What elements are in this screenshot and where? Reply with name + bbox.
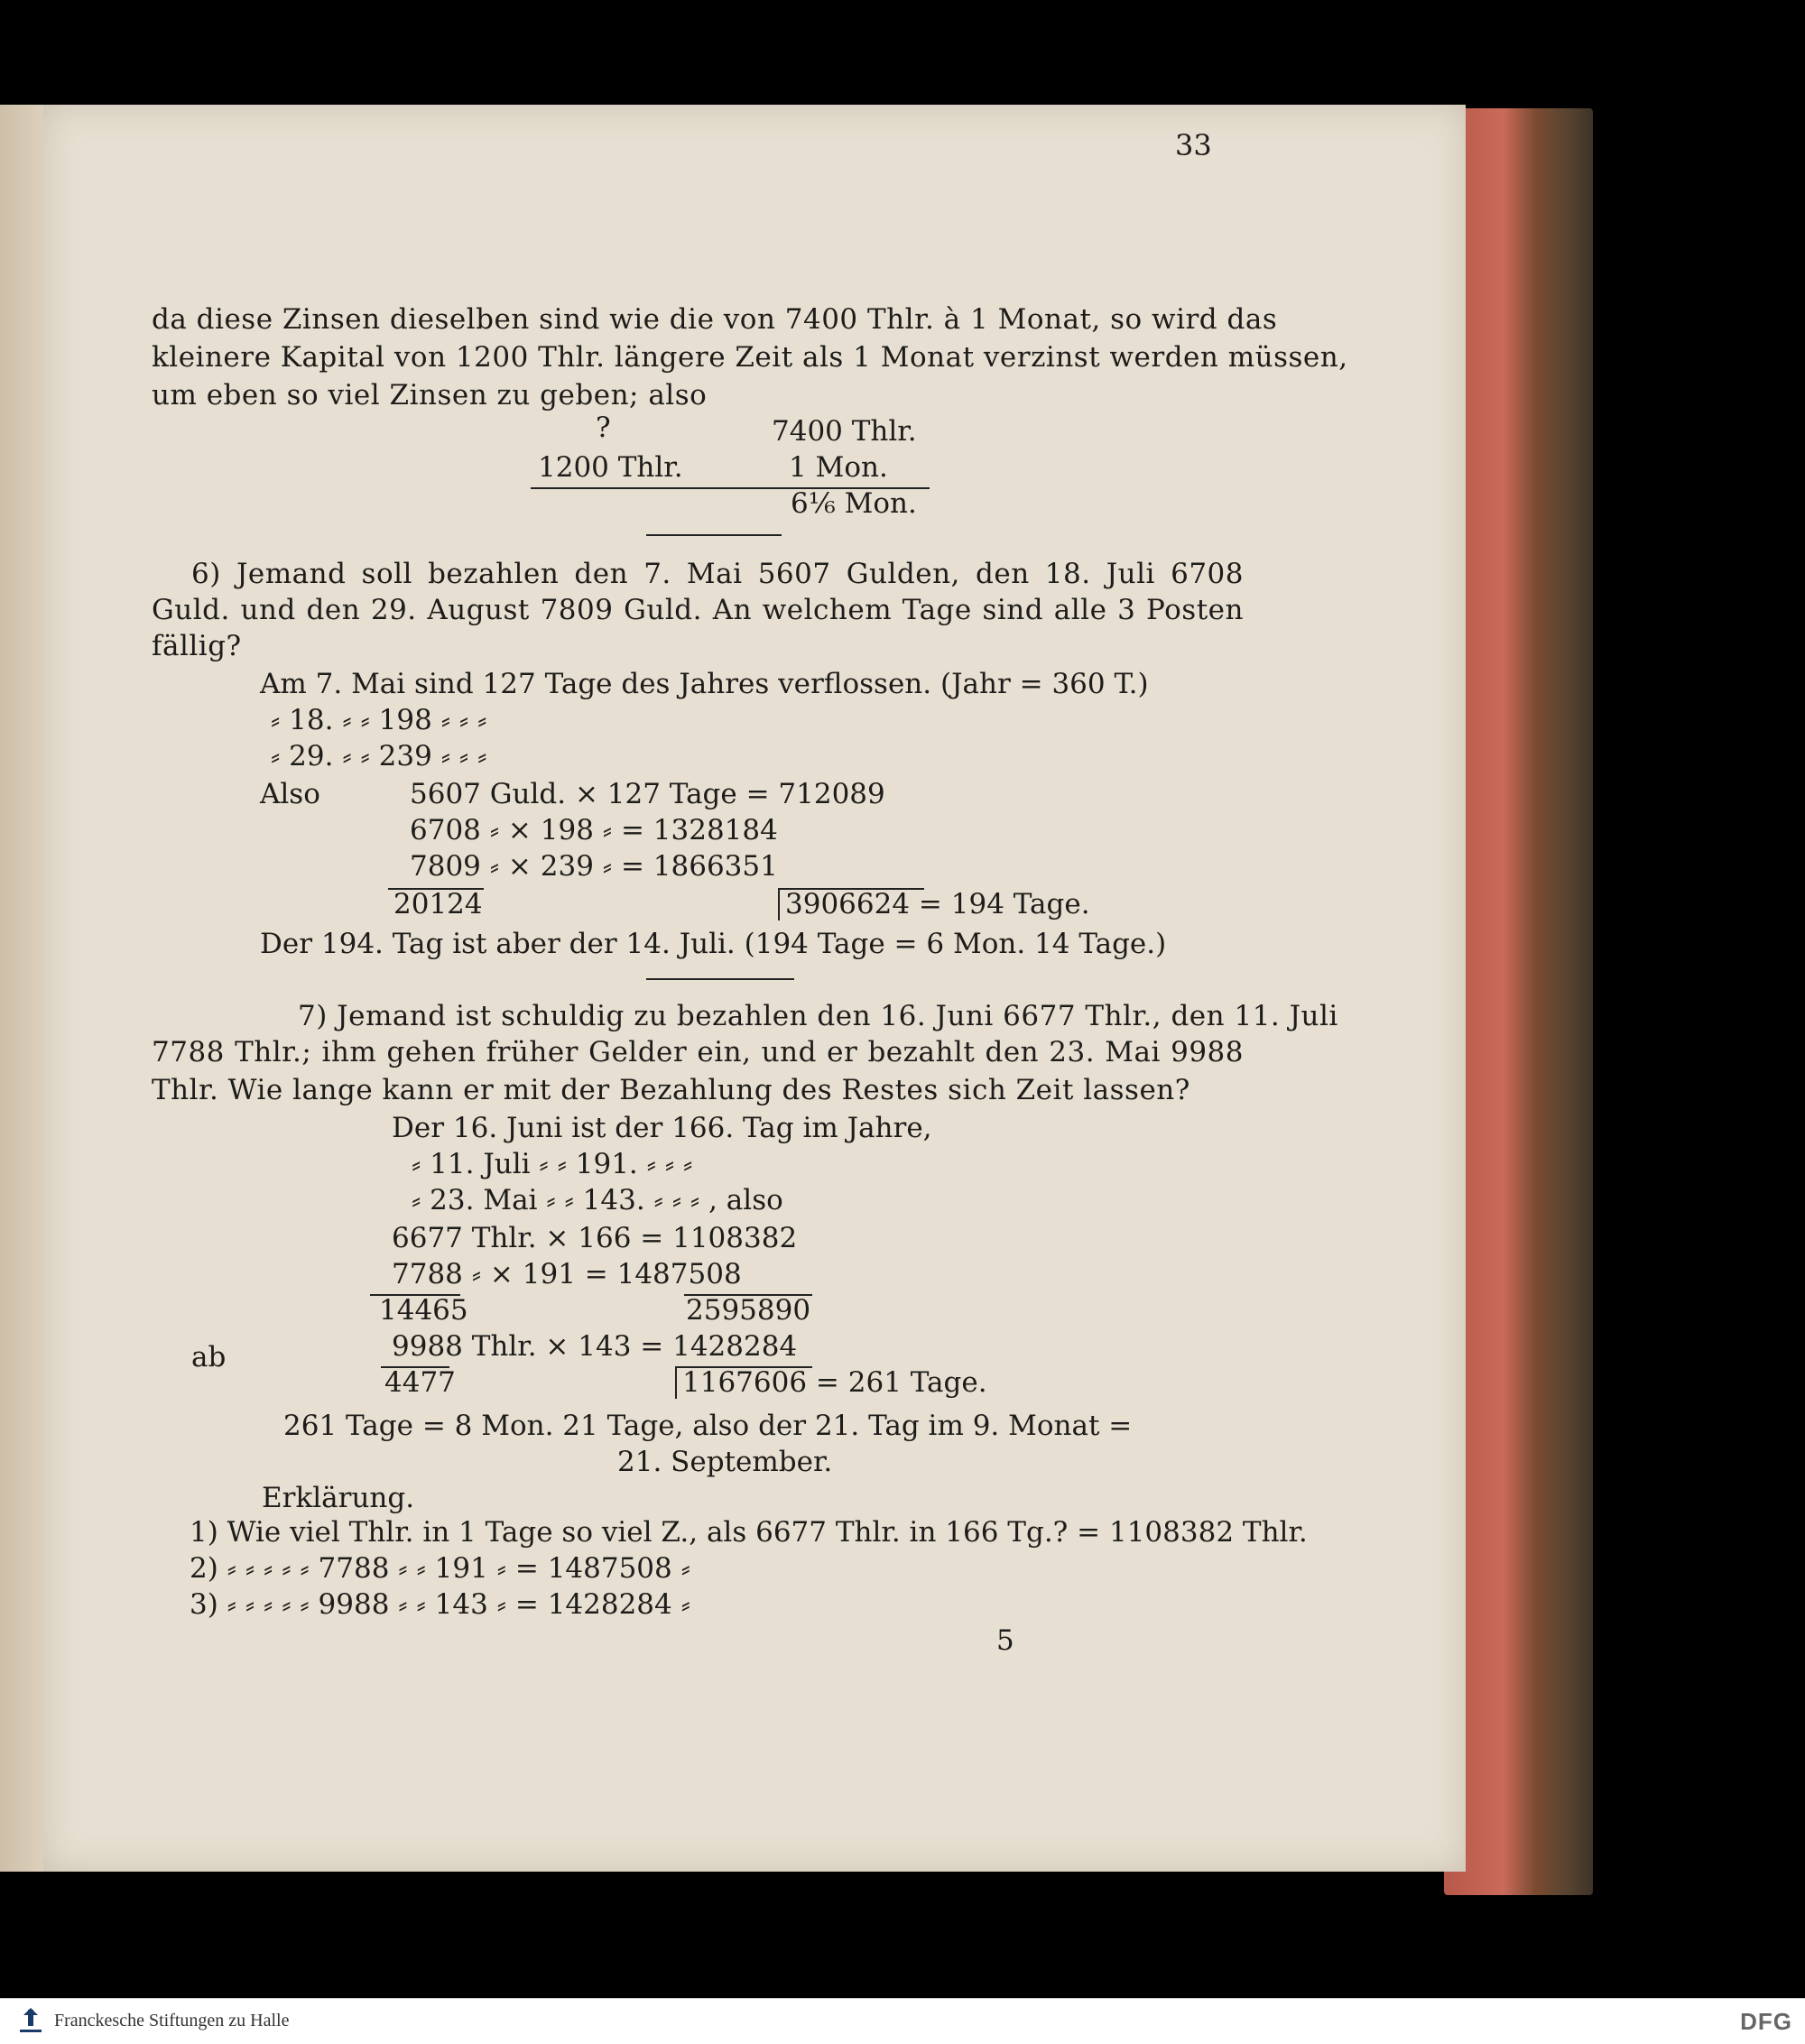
calc-row: 5607 Guld. × 127 Tage = 712089 (410, 778, 885, 810)
page-number: 33 (1175, 128, 1212, 162)
section-divider (646, 978, 794, 980)
calc-row: 7788 ⸗ × 191 = 1487508 (392, 1258, 742, 1290)
explanation-line: 1) Wie viel Thlr. in 1 Tage so viel Z., als 6677 Thlr. in 166 Tg.? = 1108382 Thlr. (190, 1516, 1308, 1549)
calc-sum: 14465 (379, 1294, 468, 1327)
explanation-line: 3) ⸗ ⸗ ⸗ ⸗ ⸗ 9988 ⸗ ⸗ 143 ⸗ = 1428284 ⸗ (190, 1588, 690, 1621)
section-divider (646, 534, 782, 536)
explanation-line: 2) ⸗ ⸗ ⸗ ⸗ ⸗ 7788 ⸗ ⸗ 191 ⸗ = 1487508 ⸗ (190, 1552, 690, 1585)
prop-capital-1: 7400 Thlr. (772, 415, 917, 448)
signature-mark: 5 (996, 1624, 1014, 1657)
days-line: ⸗ 11. Juli ⸗ ⸗ 191. ⸗ ⸗ ⸗ (412, 1148, 693, 1180)
calc-row: 6677 Thlr. × 166 = 1108382 (392, 1222, 798, 1254)
prop-month: 1 Mon. (789, 451, 888, 484)
calc-row: 9988 Thlr. × 143 = 1428284 (392, 1330, 798, 1363)
calc-row: 6708 ⸗ × 198 ⸗ = 1328184 (410, 814, 778, 846)
result-line: 261 Tage = 8 Mon. 21 Tage, also der 21. Tag im 9. Monat = (283, 1410, 1133, 1442)
also-label: Also (260, 778, 320, 810)
text-line: 7) Jemand ist schuldig zu bezahlen den 16. Juni 6677 Thlr., den 11. Juli (298, 1000, 1338, 1032)
calc-sum: 2595890 (686, 1294, 811, 1327)
days-line: Am 7. Mai sind 127 Tage des Jahres verflossen. (Jahr = 360 T.) (260, 668, 1149, 700)
text-line: Guld. und den 29. August 7809 Guld. An welchem Tage sind alle 3 Posten (152, 594, 1244, 626)
text-line: da diese Zinsen dieselben sind wie die von 7400 Thlr. à 1 Monat, so wird das (152, 303, 1278, 336)
calc-sum: 20124 (393, 888, 483, 920)
calc-diff-result: 1167606 = 261 Tage. (675, 1366, 987, 1399)
institution-name: Franckesche Stiftungen zu Halle (54, 2011, 290, 2030)
explanation-heading: Erklärung. (262, 1482, 415, 1514)
prop-capital-2: 1200 Thlr. (538, 451, 683, 484)
text-line: 7788 Thlr.; ihm gehen früher Gelder ein, und er bezahlt den 23. Mai 9988 (152, 1036, 1244, 1068)
days-line: ⸗ 18. ⸗ ⸗ 198 ⸗ ⸗ ⸗ (271, 704, 487, 736)
days-line: ⸗ 29. ⸗ ⸗ 239 ⸗ ⸗ ⸗ (271, 740, 487, 772)
calc-total: 3906624 = 194 Tage. (778, 888, 1090, 920)
footer-bar (0, 1998, 1805, 2044)
ab-label: ab (191, 1341, 227, 1373)
prop-result: 6⅙ Mon. (791, 487, 917, 520)
institution-logo-icon (13, 2004, 49, 2040)
text-line: 6) Jemand soll bezahlen den 7. Mai 5607 Gulden, den 18. Juli 6708 (191, 558, 1244, 590)
text-line: um eben so viel Zinsen zu geben; also (152, 379, 708, 412)
text-line: fällig? (152, 630, 242, 662)
calc-diff: 4477 (384, 1366, 456, 1399)
previous-page-edge (0, 105, 47, 1872)
result-line: Der 194. Tag ist aber der 14. Juli. (194 Tage = 6 Mon. 14 Tage.) (260, 928, 1167, 960)
dfg-logo: DFG (1740, 2008, 1792, 2035)
book-edge (1444, 108, 1593, 1895)
text-line: kleinere Kapital von 1200 Thlr. längere Zeit als 1 Monat verzinst werden müssen, (152, 341, 1348, 374)
text-line: Thlr. Wie lange kann er mit der Bezahlung des Restes sich Zeit lassen? (152, 1074, 1190, 1106)
days-line: Der 16. Juni ist der 166. Tag im Jahre, (392, 1112, 932, 1144)
prop-question: ? (596, 412, 611, 444)
calc-row: 7809 ⸗ × 239 ⸗ = 1866351 (410, 850, 778, 883)
result-line: 21. September. (617, 1446, 833, 1478)
days-line: ⸗ 23. Mai ⸗ ⸗ 143. ⸗ ⸗ ⸗ , also (412, 1184, 783, 1216)
